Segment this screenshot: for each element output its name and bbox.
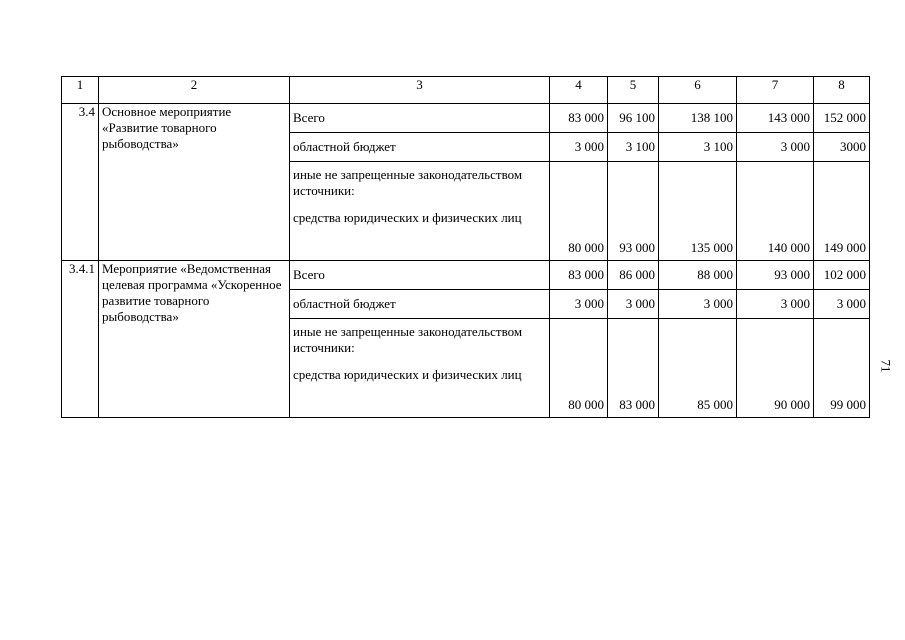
header-cell: 1	[62, 77, 99, 104]
budget-table	[61, 76, 870, 418]
value-cell: 3 000	[550, 290, 608, 319]
value-cell: 83 000	[550, 104, 608, 133]
header-cell: 5	[608, 77, 659, 104]
value-cell: 85 000	[659, 319, 737, 418]
header-cell: 2	[99, 77, 290, 104]
source-label: средства юридических и физических лиц	[293, 367, 522, 382]
header-cell: 6	[659, 77, 737, 104]
value-cell: 135 000	[659, 162, 737, 261]
section-name: Основное мероприятие «Развитие товарного рыбоводства»	[99, 104, 290, 261]
value-cell: 83 000	[608, 319, 659, 418]
source-cell	[290, 162, 550, 261]
source-label: средства юридических и физических лиц	[293, 210, 522, 225]
value-cell: 3 000	[737, 290, 814, 319]
section-code: 3.4.1	[62, 261, 99, 418]
value-cell: 83 000	[550, 261, 608, 290]
value-cell: 3 100	[659, 133, 737, 162]
header-row	[62, 77, 870, 104]
header-cell: 8	[814, 77, 870, 104]
value-cell: 88 000	[659, 261, 737, 290]
value-cell: 3 100	[608, 133, 659, 162]
value-cell: 3 000	[737, 133, 814, 162]
page-number: 71	[878, 359, 894, 373]
value-cell: 86 000	[608, 261, 659, 290]
value-cell: 93 000	[608, 162, 659, 261]
value-cell: 3 000	[608, 290, 659, 319]
value-cell: 90 000	[737, 319, 814, 418]
value-cell: 3000	[814, 133, 870, 162]
source-label: иные не запрещенные законодательством источники:	[293, 324, 523, 355]
source-label: Всего	[290, 261, 550, 290]
value-cell: 143 000	[737, 104, 814, 133]
source-label: иные не запрещенные законодательством источники:	[293, 167, 523, 198]
value-cell: 138 100	[659, 104, 737, 133]
header-cell: 4	[550, 77, 608, 104]
value-cell: 102 000	[814, 261, 870, 290]
source-label: областной бюджет	[290, 290, 550, 319]
value-cell: 3 000	[550, 133, 608, 162]
value-cell: 80 000	[550, 319, 608, 418]
header-cell: 7	[737, 77, 814, 104]
table-row	[62, 261, 870, 290]
value-cell: 80 000	[550, 162, 608, 261]
value-cell: 3 000	[814, 290, 870, 319]
section-code: 3.4	[62, 104, 99, 261]
source-label: Всего	[290, 104, 550, 133]
value-cell: 96 100	[608, 104, 659, 133]
value-cell: 140 000	[737, 162, 814, 261]
source-label: областной бюджет	[290, 133, 550, 162]
section-name: Мероприятие «Ведомственная целевая программа «Ускоренное развитие товарного рыбоводства»	[99, 261, 290, 418]
header-cell: 3	[290, 77, 550, 104]
value-cell: 3 000	[659, 290, 737, 319]
source-cell	[290, 319, 550, 418]
value-cell: 99 000	[814, 319, 870, 418]
table-row	[62, 104, 870, 133]
value-cell: 149 000	[814, 162, 870, 261]
value-cell: 93 000	[737, 261, 814, 290]
value-cell: 152 000	[814, 104, 870, 133]
